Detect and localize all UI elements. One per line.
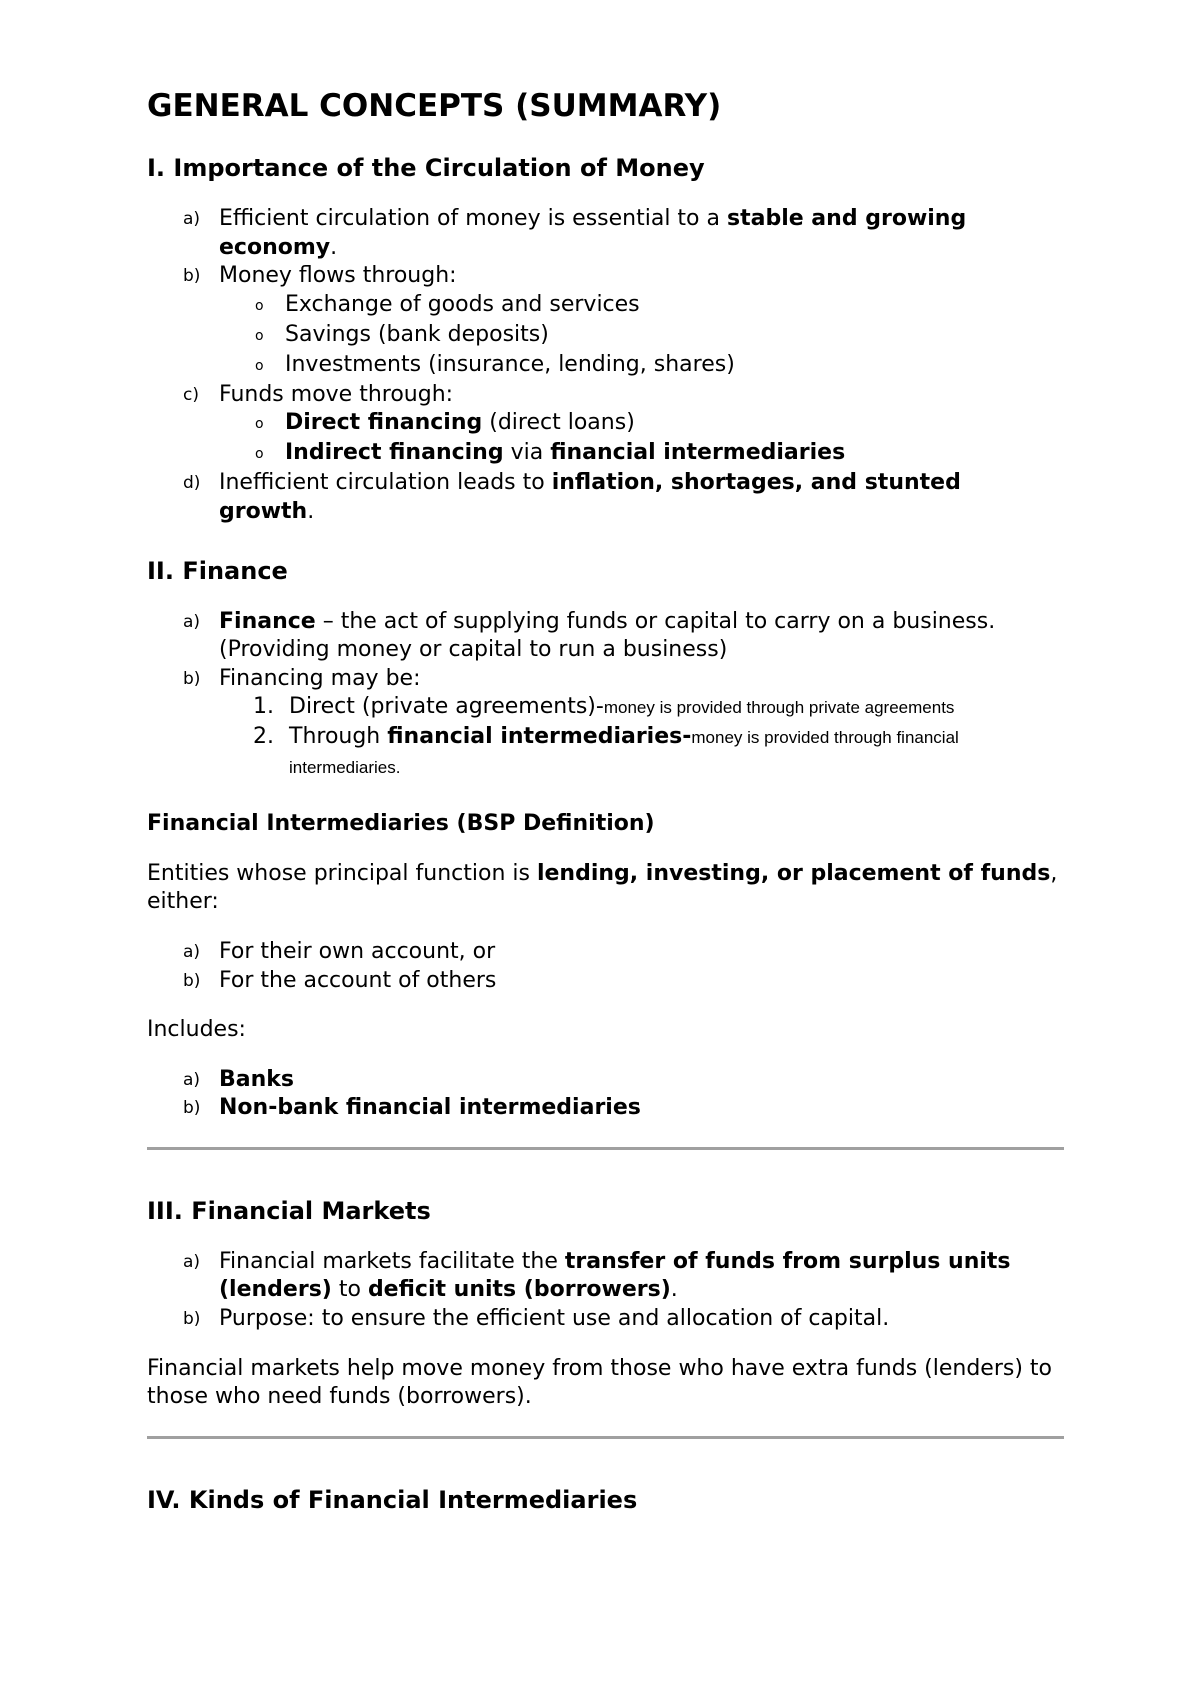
item-text: Financing may be: <box>219 665 421 691</box>
sub-list-item <box>147 291 1060 321</box>
fi-paragraph: Entities whose principal function is lending, investing, or placement of funds, either: <box>147 860 1058 915</box>
item-bold: financial intermediaries <box>550 440 846 466</box>
item-bold: stable and growing economy <box>219 206 967 260</box>
list-marker: b) <box>183 970 201 991</box>
document-title: GENERAL CONCEPTS (SUMMARY) <box>147 88 722 124</box>
list-marker: b) <box>183 266 201 287</box>
item-text: For the account of others <box>219 967 497 993</box>
list-marker: a) <box>183 1251 201 1272</box>
item-text: Through <box>289 723 388 749</box>
list-marker: b) <box>183 1098 201 1119</box>
item-text: – the act of supplying funds or capital to carry on a business. (Providing money or capital to run a business) <box>219 608 996 663</box>
item-bold: Finance <box>219 608 316 634</box>
list-item <box>147 469 1060 526</box>
item-text: Savings (bank deposits) <box>285 321 549 347</box>
section-3-paragraph: Financial markets help move money from those who have extra funds (lenders) to those who need funds (borrowers). <box>147 1355 1053 1410</box>
item-note: money is provided through private agreements <box>603 698 955 718</box>
list-number: 1. <box>253 694 274 720</box>
bullet-icon: o <box>255 446 264 463</box>
item-text: Direct (private agreements)- <box>289 694 604 720</box>
list-item <box>147 262 1060 291</box>
sub-list-item <box>147 351 1060 381</box>
list-marker: c) <box>183 384 199 405</box>
item-text: . <box>307 498 315 524</box>
numbered-item <box>147 693 1060 723</box>
item-text: Purpose: to ensure the efficient use and allocation of capital. <box>219 1306 890 1332</box>
item-text: Efficient circulation of money is essential to a <box>219 206 727 231</box>
list-item: a) Financial markets facilitate the transfer of funds from surplus units (lenders) to deficit units (borrowers). <box>183 1248 1011 1303</box>
item-text: Inefficient circulation leads to <box>219 470 552 496</box>
bullet-icon: o <box>255 416 264 433</box>
item-text: (direct loans) <box>482 410 635 436</box>
list-item <box>147 967 1060 996</box>
fi-heading: Financial Intermediaries (BSP Definition) <box>147 811 655 837</box>
numbered-item <box>147 723 1060 782</box>
sub-list-item <box>147 321 1060 351</box>
section-1-heading: I. Importance of the Circulation of Money <box>147 154 705 182</box>
list-marker: b) <box>183 668 201 689</box>
item-text: - <box>682 723 692 749</box>
item-bold: Indirect financing <box>285 440 504 466</box>
list-marker: b) <box>183 1309 201 1330</box>
list-marker: a) <box>183 1069 201 1090</box>
bullet-icon: o <box>255 357 264 374</box>
section-3-list <box>147 1248 1060 1412</box>
list-item <box>147 608 1060 665</box>
includes-label: Includes: <box>147 1017 246 1043</box>
fi-block <box>147 810 1060 1123</box>
list-item <box>147 381 1060 410</box>
bullet-icon: o <box>255 327 264 344</box>
section-1-list <box>147 205 1060 527</box>
section-4-heading: IV. Kinds of Financial Intermediaries <box>147 1485 638 1514</box>
item-text: Money flows through: <box>219 263 457 289</box>
item-text: via <box>503 440 551 466</box>
list-marker: a) <box>183 941 201 962</box>
item-bold: inflation, shortages, and stunted growth <box>219 470 961 524</box>
list-marker: a) <box>183 611 201 632</box>
sub-list-item <box>147 409 1060 439</box>
list-item <box>147 938 1060 967</box>
item-bold: Direct financing <box>285 410 483 436</box>
list-item <box>147 205 1060 262</box>
list-marker: a) <box>183 209 201 229</box>
section-2-list <box>147 608 1060 783</box>
list-marker: d) <box>183 473 201 494</box>
item-text: Exchange of goods and services <box>285 291 640 317</box>
item-bold: Non-bank financial intermediaries <box>219 1095 641 1121</box>
list-item <box>147 1094 1060 1123</box>
item-note: money is provided through financial intermediaries. <box>289 727 959 777</box>
item-text: For their own account, or <box>219 938 496 964</box>
bullet-icon: o <box>255 297 264 314</box>
section-2-heading: II. Finance <box>147 556 288 585</box>
sub-list-item <box>147 439 1060 469</box>
item-bold: financial intermediaries <box>387 723 683 749</box>
list-item <box>147 665 1060 694</box>
section-3-heading: III. Financial Markets <box>147 1196 431 1225</box>
list-item <box>147 1066 1060 1095</box>
list-number: 2. <box>253 723 274 749</box>
item-text: Investments (insurance, lending, shares) <box>285 351 735 377</box>
item-bold: Banks <box>219 1066 295 1092</box>
list-item <box>147 1305 1060 1334</box>
item-text: . <box>330 234 338 260</box>
item-text: Funds move through: <box>219 381 454 407</box>
